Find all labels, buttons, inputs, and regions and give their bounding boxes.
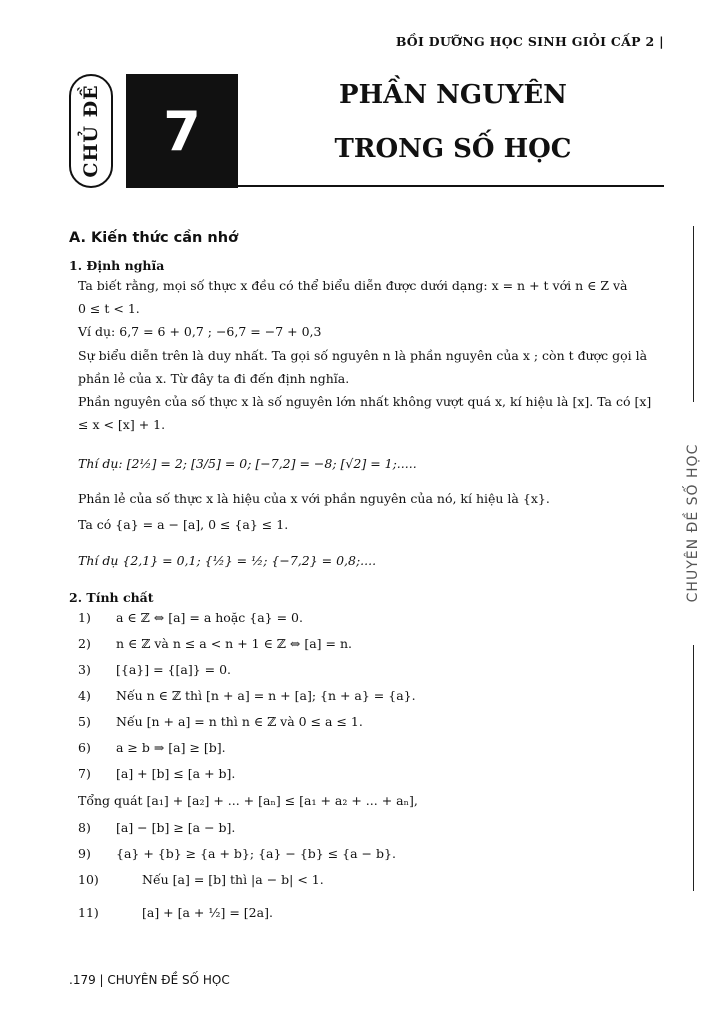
chapter-label: CHỦ ĐỀ xyxy=(80,84,102,178)
side-rule-top xyxy=(693,226,694,402)
property-item xyxy=(78,610,303,625)
side-rule-bottom xyxy=(693,645,694,891)
property-text: Nếu n ∈ ℤ thì [n + a] = n + [a]; {n + a} = {a}. xyxy=(116,688,416,703)
title-underline xyxy=(238,185,664,187)
property-text: Tổng quát [a₁] + [a₂] + ... + [aₙ] ≤ [a₁ + a₂ + ... + aₙ], xyxy=(78,793,418,808)
property-item xyxy=(78,714,363,729)
property-text: [a] + [b] ≤ [a + b]. xyxy=(116,766,236,781)
property-number: 2) xyxy=(78,636,91,651)
property-item xyxy=(78,740,226,755)
side-label: CHUYÊN ĐỀ SỐ HỌC xyxy=(685,443,701,603)
property-text: Nếu [n + a] = n thì n ∈ ℤ và 0 ≤ a ≤ 1. xyxy=(116,714,363,729)
property-item xyxy=(78,662,231,677)
property-text: Nếu [a] = [b] thì |a − b| < 1. xyxy=(142,872,324,887)
property-text: [a] + [a + ½] = [2a]. xyxy=(142,905,273,920)
text-line: Ta biết rằng, mọi số thực x đều có thể biểu diễn được dưới dạng: x = n + t với n ∈ Z và xyxy=(78,278,628,293)
property-item xyxy=(78,636,352,651)
section-heading: A. Kiến thức cần nhớ xyxy=(69,230,239,246)
example-fractional-part: Thí dụ {2,1} = 0,1; {½} = ½; {−7,2} = 0,8;.... xyxy=(78,553,377,568)
property-number: 11) xyxy=(78,905,99,920)
text-line: Ta có {a} = a − [a], 0 ≤ {a} ≤ 1. xyxy=(78,517,289,532)
property-number: 4) xyxy=(78,688,91,703)
page-footer: .179 | CHUYÊN ĐỀ SỐ HỌC xyxy=(69,973,230,987)
text-line: 0 ≤ t < 1. xyxy=(78,301,140,316)
property-text: [{a}] = {[a]} = 0. xyxy=(116,662,231,677)
property-item xyxy=(78,872,324,887)
property-text: {a} + {b} ≥ {a + b}; {a} − {b} ≤ {a − b}. xyxy=(116,846,396,861)
definition-fractional-part: Phần lẻ của số thực x là hiệu của x với phần nguyên của nó, kí hiệu là {x}. xyxy=(78,491,550,506)
property-item xyxy=(78,905,273,920)
property-number: 1) xyxy=(78,610,91,625)
property-item xyxy=(78,793,418,808)
property-number: 8) xyxy=(78,820,91,835)
text-paragraph: Sự biểu diễn trên là duy nhất. Ta gọi số nguyên n là phần nguyên của x ; còn t được gọi là phần lẻ của x. Từ đây ta đi đến định nghĩa. xyxy=(78,348,648,386)
property-number: 5) xyxy=(78,714,91,729)
property-item xyxy=(78,688,416,703)
subsection-properties: 2. Tính chất xyxy=(69,590,154,605)
property-item xyxy=(78,820,235,835)
text-line: Ví dụ: 6,7 = 6 + 0,7 ; −6,7 = −7 + 0,3 xyxy=(78,324,322,339)
chapter-title-line1: PHẦN NGUYÊN xyxy=(339,80,567,110)
property-number: 9) xyxy=(78,846,91,861)
chapter-number: 7 xyxy=(126,74,238,188)
definition-integer-part: Phần nguyên của số thực x là số nguyên lớn nhất không vượt quá x, kí hiệu là [x]. Ta có [x] ≤ x < [x] + 1. xyxy=(78,394,652,432)
example-integer-part: Thí dụ: [2½] = 2; [3/5] = 0; [−7,2] = −8; [√2] = 1;..... xyxy=(78,456,417,471)
subsection-definition: 1. Định nghĩa xyxy=(69,258,165,273)
property-number: 3) xyxy=(78,662,91,677)
chapter-title-line2: TRONG SỐ HỌC xyxy=(334,134,572,164)
property-text: a ∈ ℤ ⇔ [a] = a hoặc {a} = 0. xyxy=(116,610,303,625)
property-text: [a] − [b] ≥ [a − b]. xyxy=(116,820,236,835)
property-number: 10) xyxy=(78,872,99,887)
running-header: BỒI DƯỠNG HỌC SINH GIỎI CẤP 2 | xyxy=(395,34,664,49)
property-number: 7) xyxy=(78,766,91,781)
property-text: n ∈ ℤ và n ≤ a < n + 1 ∈ ℤ ⇔ [a] = n. xyxy=(116,636,352,651)
property-item xyxy=(78,766,235,781)
chapter-label-box xyxy=(69,74,113,188)
property-text: a ≥ b ⇒ [a] ≥ [b]. xyxy=(116,740,226,755)
property-number: 6) xyxy=(78,740,91,755)
property-item xyxy=(78,846,396,861)
